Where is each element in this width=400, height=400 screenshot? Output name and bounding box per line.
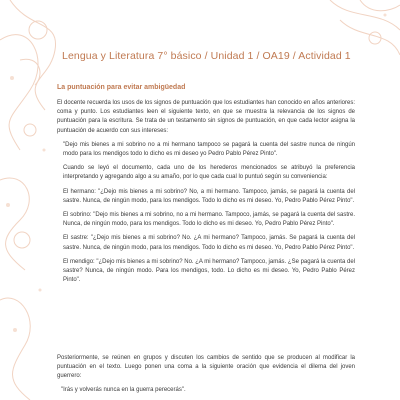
section-title: La puntuación para evitar ambigüedad <box>57 84 186 91</box>
closing-section <box>57 354 355 399</box>
main-content <box>57 99 355 290</box>
original-will-quote: "Dejo mis bienes a mi sobrino no a mi hermano tampoco se pagará la cuenta del sastre nunca de ningún modo para los mendigos todo lo dicho es mi deseo yo Pedro Pablo Pérez Pinto". <box>63 141 355 158</box>
reading-nephew: El sobrino: "Dejo mis bienes a mi sobrino, no a mi hermano. Tampoco, jamás, se pagará la cuenta del sastre. Nunca, de ningún modo, para los mendigos. Todo lo dicho es mi deseo. Yo, Pedro Pablo Pérez Pinto". <box>63 212 355 228</box>
final-quote: "Irás y volverás nunca en la guerra perecerás". <box>61 386 186 393</box>
reading-tailor: El sastre: "¿Dejo mis bienes a mi sobrino? No. ¿A mi hermano? Tampoco, jamás. Se pagará la cuenta del sastre. Nunca, de ningún modo, para los mendigos. Todo lo dicho es mi deseo. Yo, Pedro Pablo Pérez Pinto". <box>63 235 355 251</box>
explanation-paragraph: Cuando se leyó el documento, cada uno de los herederos mencionados se atribuyó la preferencia interpretando y agregando algo a su amaño, por lo que cada cual lo puntuó según su conveniencia: <box>63 165 355 181</box>
page-header: Lengua y Literatura 7° básico / Unidad 1 / OA19 / Actividad 1 <box>62 50 351 62</box>
reading-brother: El hermano: "¿Dejo mis bienes a mi sobrino? No, a mi hermano. Tampoco, jamás, se pagará la cuenta del sastre. Nunca, de ningún modo, para los mendigos. Todo lo dicho es mi deseo. Yo, Pedro Pablo Pérez Pinto". <box>63 188 355 204</box>
closing-paragraph: Posteriormente, se reúnen en grupos y discuten los cambios de sentido que se producen al modificar la puntuación en el texto. Luego ponen una coma a la siguiente oración que evidencia el dilema del joven guerrero: <box>57 355 355 380</box>
intro-paragraph: El docente recuerda los usos de los signos de puntuación que los estudiantes han conocido en años anteriores: coma y punto. Los estudiantes leen el siguiente texto, en que se muestra la relevancia de los signos de puntuación para la escritura. Se trata de un testamento sin signos de puntuación, en que cada lector asigna la puntuación de acuerdo con sus intereses: <box>57 100 355 134</box>
reading-beggar: El mendigo: "¿Dejo mis bienes a mi sobrino? No. ¿A mi hermano? Tampoco, jamás. ¿Se pagará la cuenta del sastre? Nunca, de ningún modo. Para los mendigos, todo. Lo dicho es mi deseo. Yo, Pedro Pablo Pérez Pinto". <box>63 258 355 284</box>
